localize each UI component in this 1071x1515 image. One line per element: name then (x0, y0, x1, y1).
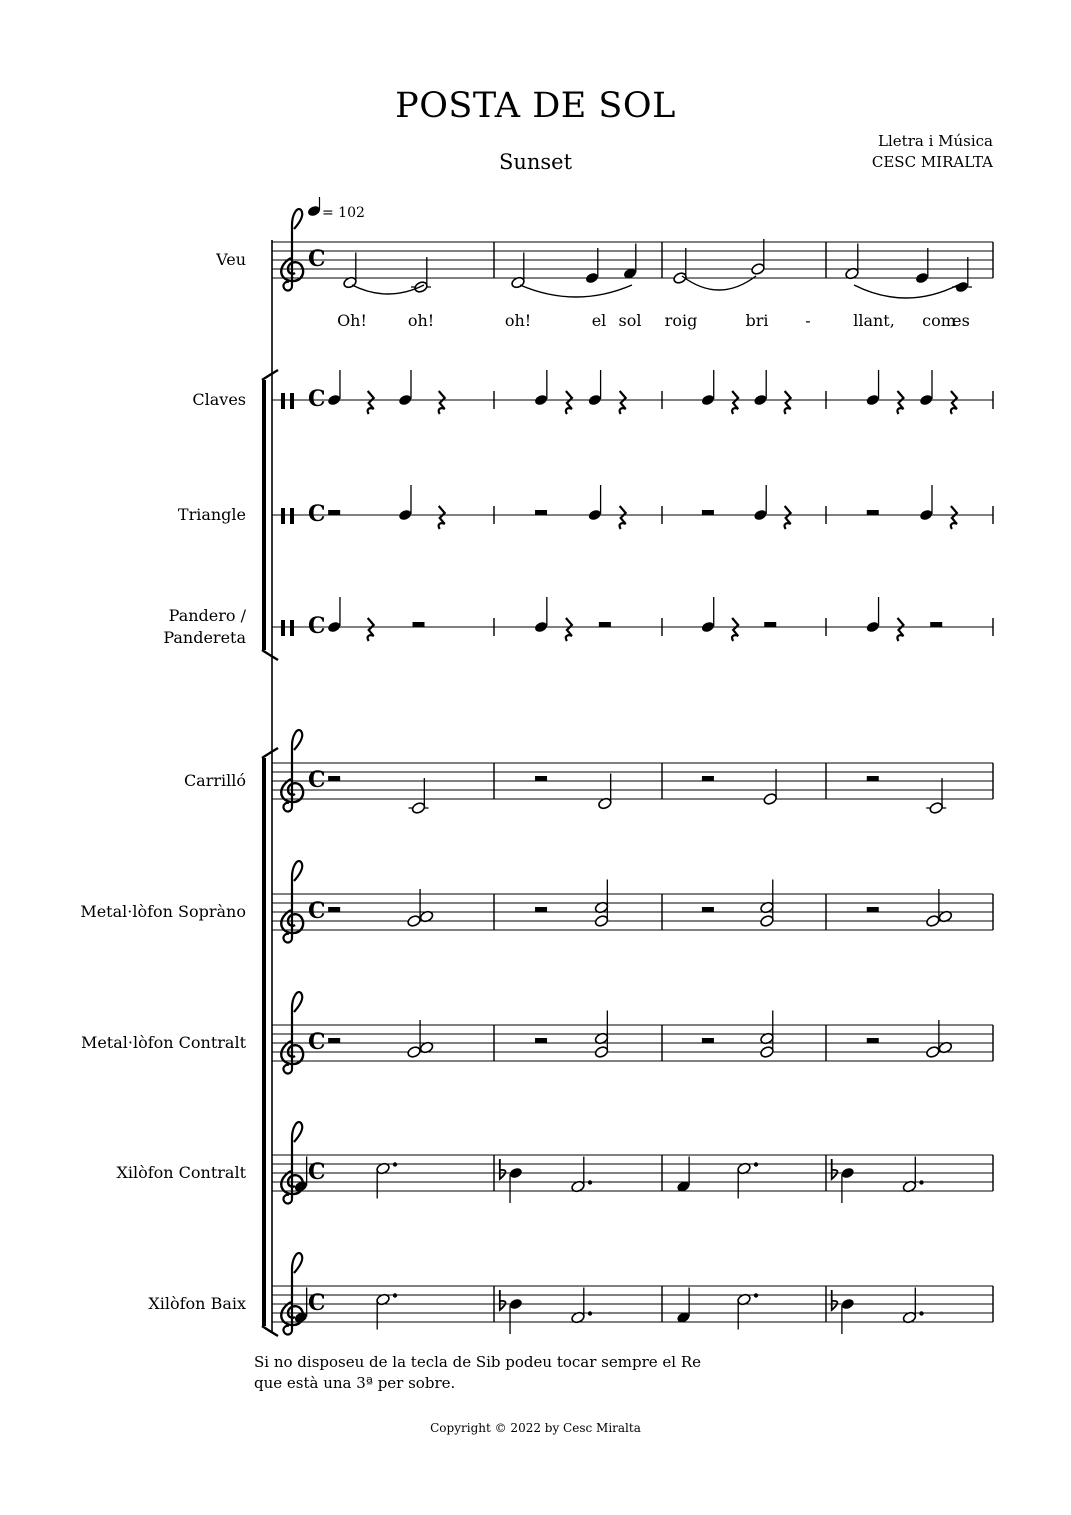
augmentation-dot (754, 1293, 758, 1297)
half-rest (867, 776, 879, 781)
augmentation-dot (919, 1311, 923, 1315)
lyric-syllable: sol (618, 311, 642, 330)
augmentation-dot (393, 1293, 397, 1297)
lyric-syllable: roig (664, 311, 698, 330)
bracket-hook (262, 370, 278, 380)
instrument-name-metallofon-contralt (81, 1033, 247, 1052)
instrument-name-xilofon-baix (148, 1294, 246, 1313)
instrument-name-line: Xilòfon Contralt (116, 1163, 246, 1182)
page-title: POSTA DE SOL (395, 86, 676, 126)
percussion-clef (281, 620, 294, 636)
common-time: C (308, 1029, 326, 1055)
percussion-clef (281, 393, 294, 409)
bracket-hook (262, 650, 278, 660)
half-rest (535, 1038, 547, 1043)
bracket-bar (262, 758, 266, 1326)
augmentation-dot (393, 1162, 397, 1166)
quarter-rest (566, 391, 572, 414)
quarter-rest (897, 618, 903, 641)
slur (520, 285, 632, 297)
metallophone-note (925, 1045, 940, 1058)
instrument-name-line: Metal·lòfon Sopràno (80, 902, 246, 921)
instrument-name-line: Pandero / (168, 606, 246, 625)
pitched-bracket (262, 748, 278, 1336)
common-time: C (308, 1159, 326, 1185)
common-time: C (308, 501, 326, 527)
staff-carrillo (272, 730, 993, 815)
treble-clef (281, 209, 303, 290)
quarter-rest (368, 391, 374, 414)
lyric-syllable: el (591, 311, 607, 330)
instrument-name-veu (215, 250, 246, 269)
half-rest (702, 510, 714, 515)
metallophone-note (407, 1045, 422, 1058)
augmentation-dot (588, 1180, 592, 1184)
staff-metallofon-sopra (272, 861, 993, 942)
quarter-rest (897, 391, 903, 414)
tempo-marking (307, 197, 365, 221)
lyric-syllable: - (805, 311, 811, 330)
half-rest (328, 907, 340, 912)
page-subtitle: Sunset (498, 150, 573, 174)
instrument-name-line: Triangle (177, 505, 246, 524)
staff-veu (272, 209, 993, 330)
treble-clef (281, 992, 303, 1073)
instrument-name-pandero (163, 606, 246, 647)
staff-triangle (272, 485, 993, 529)
common-time: C (308, 386, 326, 412)
lyric-syllable: oh! (504, 311, 532, 330)
flat-accidental (500, 1290, 506, 1310)
half-rest (413, 622, 425, 627)
composer-line-2: CESC MIRALTA (871, 153, 993, 171)
quarter-rest (951, 506, 957, 529)
half-rest (702, 907, 714, 912)
augmentation-dot (754, 1162, 758, 1166)
instrument-name-line: Carrilló (183, 771, 246, 790)
treble-clef (281, 730, 303, 811)
half-rest (764, 622, 776, 627)
quarter-rest (620, 506, 626, 529)
quarter-rest (439, 391, 445, 414)
quarter-rest (785, 391, 791, 414)
bracket-bar (262, 380, 266, 650)
bracket-hook (262, 1326, 278, 1336)
instrument-name-xilofon-contralt (116, 1163, 246, 1182)
instrument-name-line: Pandereta (163, 628, 246, 647)
instrument-name-carrillo (184, 771, 246, 790)
common-time: C (308, 1290, 326, 1316)
half-rest (328, 510, 340, 515)
copyright-notice: Copyright © 2022 by Cesc Miralta (430, 1421, 641, 1435)
half-rest (930, 622, 942, 627)
instrument-name-line: Xilòfon Baix (148, 1294, 246, 1313)
half-rest (535, 510, 547, 515)
half-rest (867, 510, 879, 515)
staff-claves (272, 370, 993, 414)
lyric-syllable: Oh! (337, 311, 367, 330)
slur (854, 285, 958, 298)
instrument-name-line: Veu (216, 250, 246, 269)
half-rest (328, 776, 340, 781)
common-time: C (308, 246, 326, 272)
bracket-hook (262, 748, 278, 758)
half-rest (702, 776, 714, 781)
quarter-rest (732, 618, 738, 641)
instrument-name-triangle (178, 505, 246, 524)
quarter-rest (620, 391, 626, 414)
common-time: C (308, 898, 326, 924)
flat-accidental (832, 1159, 838, 1179)
half-rest (535, 907, 547, 912)
footnote-line-1: Si no disposeu de la tecla de Sib podeu tocar sempre el Re (254, 1353, 702, 1371)
footnote-line-2: que està una 3ª per sobre. (254, 1374, 456, 1392)
half-rest (599, 622, 611, 627)
staff-pandero (272, 597, 993, 641)
metallophone-note (407, 914, 422, 927)
half-rest (702, 1038, 714, 1043)
treble-clef (281, 861, 303, 942)
half-rest (328, 1038, 340, 1043)
common-time: C (308, 613, 326, 639)
augmentation-dot (919, 1180, 923, 1184)
lyric-syllable: llant, (853, 311, 895, 330)
instrument-name-line: Claves (192, 390, 246, 409)
metallophone-note (925, 914, 940, 927)
tempo-value: = 102 (322, 205, 365, 221)
quarter-rest (951, 391, 957, 414)
lyric-syllable: oh! (407, 311, 435, 330)
quarter-rest (439, 506, 445, 529)
quarter-rest (732, 391, 738, 414)
performance-footnote (254, 1352, 701, 1394)
half-rest (867, 907, 879, 912)
staff-metallofon-contralt (272, 992, 993, 1073)
lyric-syllable: com (922, 311, 956, 330)
half-rest (535, 776, 547, 781)
lyric-syllable: es (952, 311, 970, 330)
flat-accidental (832, 1290, 838, 1310)
flat-accidental (500, 1159, 506, 1179)
instrument-name-claves (192, 390, 246, 409)
lyric-syllable: bri (745, 311, 769, 330)
common-time: C (308, 767, 326, 793)
staff-xilofon-contralt (272, 1122, 993, 1203)
composer-line-1: Lletra i Música (878, 132, 993, 150)
percussion-clef (281, 508, 294, 524)
staff-xilofon-baix (272, 1253, 993, 1334)
instrument-name-line: Metal·lòfon Contralt (80, 1033, 246, 1052)
instrument-name-metallofon-sopra (80, 902, 246, 921)
quarter-rest (566, 618, 572, 641)
augmentation-dot (588, 1311, 592, 1315)
half-rest (867, 1038, 879, 1043)
quarter-rest (368, 618, 374, 641)
quarter-rest (785, 506, 791, 529)
